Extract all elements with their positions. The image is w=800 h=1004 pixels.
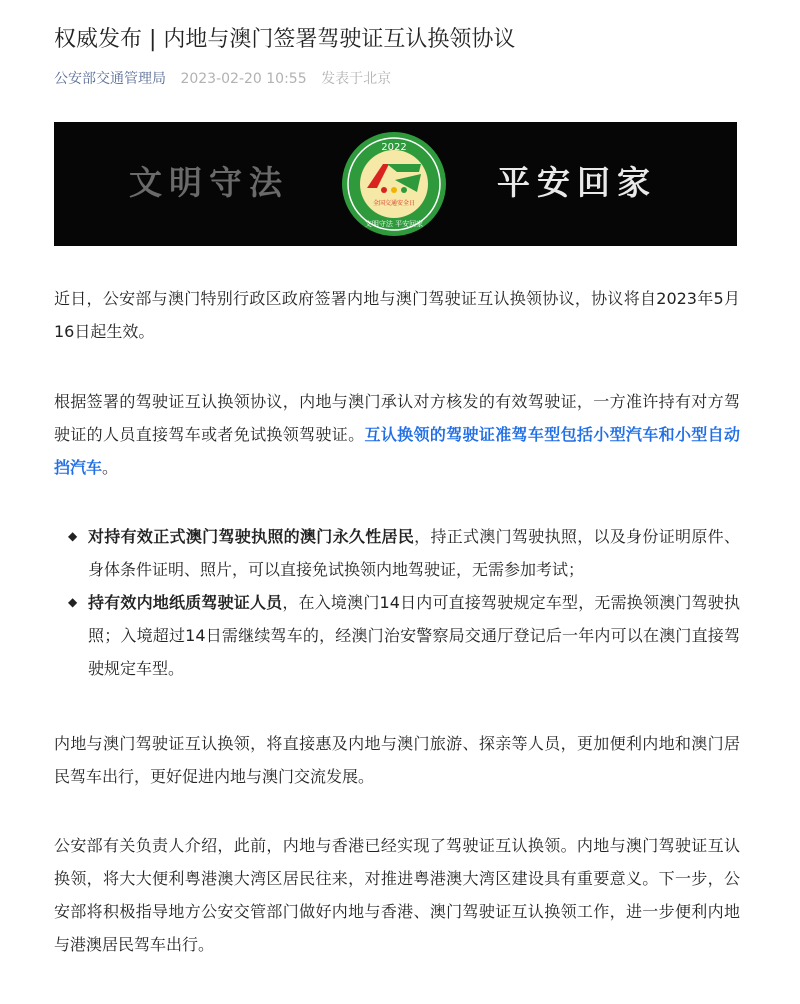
list-item-bold: 对持有效正式澳门驾驶执照的澳门永久性居民	[88, 527, 415, 546]
list-item	[68, 520, 740, 586]
diamond-bullet-icon: ◆	[68, 529, 78, 543]
paragraph-2-highlight: 互认换领的驾驶证准驾车型包括小型汽车和小型自动挡汽车	[54, 425, 740, 477]
paragraph-4: 公安部有关负责人介绍，此前，内地与香港已经实现了驾驶证互认换领。内地与澳门驾驶证互认换领，将大大便利粤港澳大湾区居民往来，对推进粤港澳大湾区建设具有重要意义。下一步，公安部将积极指导地方公安交管部门做好内地与香港、澳门驾驶证互认换领工作，进一步便利内地与港澳居民驾车出行。	[54, 836, 740, 954]
publish-location: 发表于北京	[321, 71, 392, 87]
paragraph-1: 近日，公安部与澳门特别行政区政府签署内地与澳门驾驶证互认换领协议，协议将自2023年5月16日起生效。	[54, 289, 740, 341]
paragraph-3: 内地与澳门驾驶证互认换领，将直接惠及内地与澳门旅游、探亲等人员，更加便利内地和澳门居民驾车出行，更好促进内地与澳门交流发展。	[54, 734, 740, 786]
paragraph-2-text: 根据签署的驾驶证互认换领协议，内地与澳门承认对方核发的有效驾驶证，一方准许持有对方驾驶证的人员直接驾车或者免试换领驾驶证。	[54, 392, 740, 444]
publish-time: 2023-02-20 10:55	[180, 71, 307, 87]
paragraph-2	[54, 385, 740, 484]
diamond-bullet-icon: ◆	[68, 595, 78, 609]
account-name-link[interactable]: 公安部交通管理局	[54, 71, 166, 87]
list-item-bold: 持有效内地纸质驾驶证人员	[88, 593, 283, 612]
banner-image	[54, 122, 737, 246]
policy-list	[68, 520, 740, 685]
banner-slogan-right: 平安回家	[497, 163, 657, 202]
article-meta	[54, 68, 391, 90]
traffic-safety-day-badge-icon	[339, 130, 449, 238]
list-item-text: ，在入境澳门14日内可直接驾驶规定车型，无需换领澳门驾驶执照；入境超过14日需继续驾车的，经澳门治安警察局交通厅登记后一年内可以在澳门直接驾驶规定车型。	[88, 593, 740, 678]
list-item-text: ，持正式澳门驾驶执照，以及身份证明原件、身体条件证明、照片，可以直接免试换领内地驾驶证，无需参加考试；	[88, 527, 740, 579]
badge-bottom-text: 文明守法 平安回家	[364, 220, 424, 228]
badge-caption: 全国交通安全日	[372, 200, 416, 207]
paragraph-2-end: 。	[102, 458, 119, 477]
banner-slogan-left: 文明守法	[129, 163, 289, 202]
article-title: 权威发布 | 内地与澳门签署驾驶证互认换领协议	[54, 27, 516, 52]
list-item	[68, 586, 740, 685]
badge-year: 2022	[381, 142, 407, 153]
